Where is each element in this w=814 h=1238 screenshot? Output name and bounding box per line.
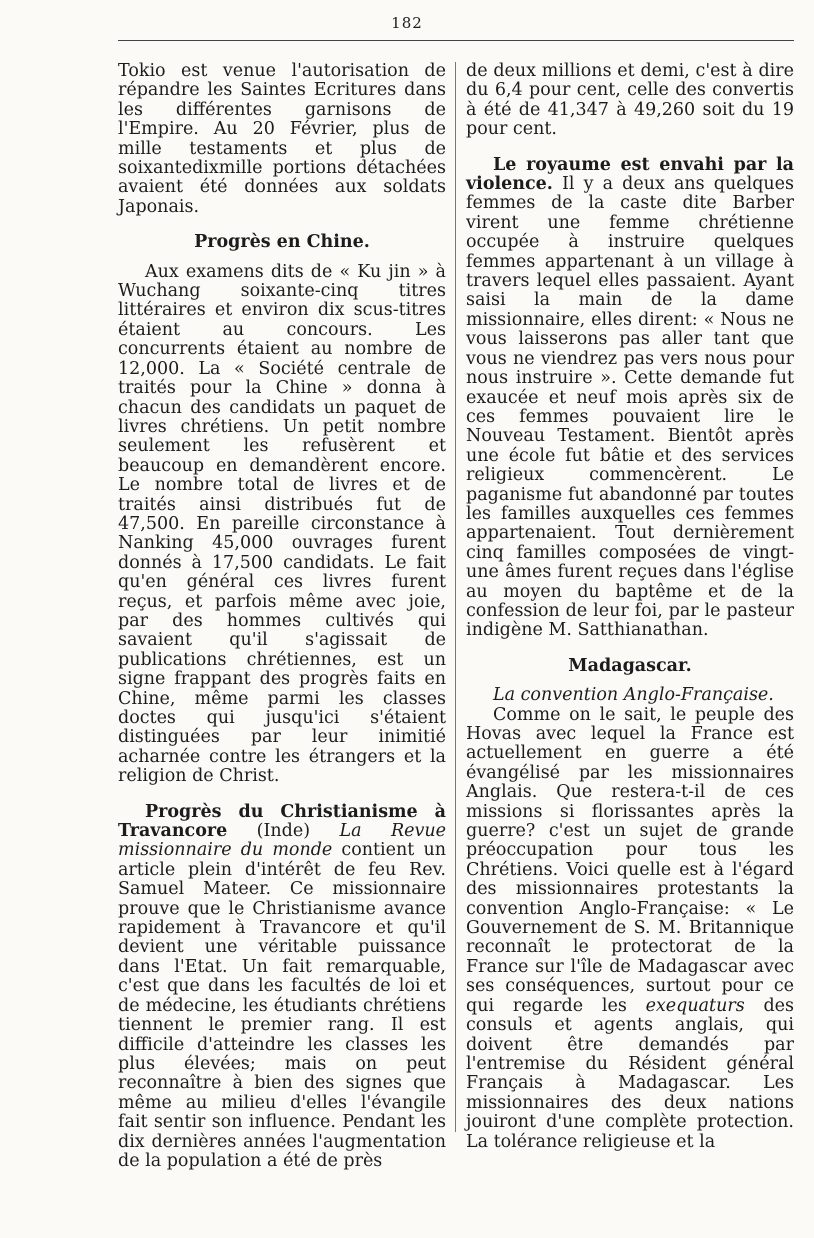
paragraph-tokio: Tokio est venue l'autorisation de répandre les Saintes Ecritures dans les différentes garnisons de l'Empire. Au 20 Février, plus de mille testaments et plus de soixantedixmille portions détachées avaient été données aux soldats Japonais. (118, 61, 446, 217)
paragraph-travancore: Progrès du Christianisme à Travancore (Inde) La Revue missionnaire du monde contient un article plein d'intérêt de feu Rev. Samuel Mateer. Ce missionnaire prouve que le Christianisme avance rapidement à Travancore et qu'il devient une véritable puissance dans l'Etat. Un fait remarquable, c'est que dans les facultés de loi et de médecine, les étudiants chrétiens tiennent le premier rang. Il est difficile d'atteindre les classes les plus élevées; mais on peut reconnaître à bien des signes que même au milieu d'elles l'évangile fait sentir son influence. Pendant les dix dernières années l'augmentation de la population a été de près (118, 801, 446, 1171)
right-column (466, 62, 794, 1152)
heading-madagascar: Madagascar. (568, 655, 692, 676)
column-divider (455, 62, 456, 1132)
subheading-convention: La convention Anglo-Française. (493, 685, 774, 706)
left-column (118, 62, 446, 1171)
heading-travancore: Progrès du Christianisme à Travancore (118, 801, 446, 842)
exequaturs-term: exequaturs (645, 995, 745, 1016)
heading-progres-chine: Progrès en Chine. (194, 232, 370, 253)
paragraph-continuation: de deux millions et demi, c'est à dire du 6,4 pour cent, celle des convertis à été de 41,347 à 49,260 soit du 19 pour cent. (466, 61, 794, 140)
revue-title: La Revue missionnaire du monde (118, 821, 446, 861)
header-rule (118, 40, 794, 41)
paragraph-madagascar: Comme on le sait, le peuple des Hovas avec lequel la France est actuellement en guerre a été évangélisé par les missionnaires Anglais. Que restera-t-il de ces missions si florissantes après la guerre? c'est un sujet de grande préoccupation pour tous les Chrétiens. Voici quelle est à l'égard des missionnaires protestants la convention Anglo-Française: « Le Gouvernement de S. M. Britannique reconnaît le protectorat de la France sur l'île de Madagascar avec ses conséquences, surtout pour ce qui regarde les exequaturs des consuls et agents anglais, qui doivent être demandés par l'entremise du Résident général Français à Madagascar. Les missionnaires des deux nations jouiront d'une complète protection. La tolérance religieuse et la (466, 704, 794, 1152)
paragraph-chine: Aux examens dits de « Ku jin » à Wuchang soixante-cinq titres littéraires et environ dix scus-titres étaient au concours. Les concurrents étaient au nombre de 12,000. La « Société centrale de traités pour la Chine » donna à chacun des candidats un paquet de livres chrétiens. Un petit nombre seulement les refusèrent et beaucoup en demandèrent encore. Le nombre total de livres et de traités ainsi distribués fut de 47,500. En pareille circonstance à Nanking 45,000 ouvrages furent donnés à 17,500 candidats. Le fait qu'en général ces livres furent reçus, et parfois même avec joie, par des hommes cultivés qui savaient qu'il s'agissait de publications chrétiennes, est un signe frappant des progrès faits en Chine, même parmi les classes doctes qui jusqu'ici s'étaient distinguées par leur inimitié acharnée contre les étrangers et la religion de Christ. (118, 261, 446, 787)
page-number: 182 (391, 14, 423, 32)
paragraph-royaume: Le royaume est envahi par la violence. Il y a deux ans quelques femmes de la caste dite Barber virent une femme chrétienne occupée à instruire quelques femmes appartenant à un village à travers lequel elles passaient. Ayant saisi la main de la dame missionnaire, elles dirent: « Nous ne vous laisserons pas aller tant que vous ne viendrez pas vers nous pour nous instruire ». Cette demande fut exaucée et neuf mois après six de ces femmes pouvaient lire le Nouveau Testament. Bientôt après une école fut bâtie et des services religieux commencèrent. Le paganisme fut abandonné par toutes les familles auxquelles ces femmes appartenaient. Tout dernièrement cinq familles composées de vingt-une âmes furent reçues dans l'église au moyen du baptême et de la confession de leur foi, par le pasteur indigène M. Satthianathan. (466, 154, 794, 641)
heading-royaume: Le royaume est envahi par la violence. (466, 154, 794, 195)
